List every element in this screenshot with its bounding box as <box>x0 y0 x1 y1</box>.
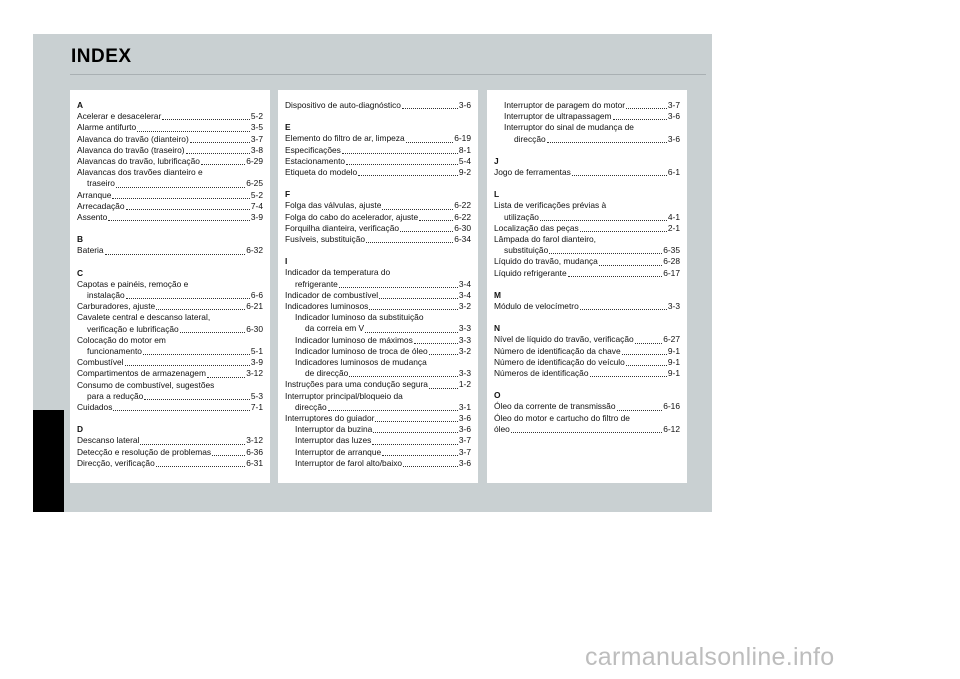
index-entry-label: Especificações <box>285 144 341 155</box>
watermark: carmanualsonline.info <box>585 643 835 671</box>
index-entry-label: Interruptor de farol alto/baixo <box>295 457 403 468</box>
index-letter-heading: J <box>494 155 499 166</box>
dot-leader <box>346 163 458 165</box>
index-entry-label: Interruptor de arranque <box>295 446 382 457</box>
index-column-1 <box>70 90 270 483</box>
index-entry <box>285 335 471 346</box>
index-entry-page: 3-6 <box>458 424 471 435</box>
index-entry <box>494 134 680 145</box>
index-entry-page: 6-30 <box>246 323 263 334</box>
index-entry-label: Dispositivo de auto-diagnóstico <box>285 100 401 110</box>
dot-leader <box>429 353 458 355</box>
index-entry-line: Capotas e painéis, remoção e <box>77 278 189 289</box>
index-entry-page: 6-28 <box>663 256 680 267</box>
index-entry <box>77 145 263 156</box>
index-entry <box>77 324 263 335</box>
index-entry <box>494 401 680 412</box>
index-entry-page: 5-3 <box>250 390 263 401</box>
index-entry-page: 3-7 <box>667 100 680 110</box>
index-entry-label: refrigerante <box>295 278 338 289</box>
index-entry <box>285 447 471 458</box>
index-entry-page: 3-6 <box>667 133 680 144</box>
index-entry <box>285 458 471 469</box>
dot-leader <box>156 308 245 310</box>
index-entry <box>285 323 471 334</box>
index-entry <box>77 122 263 133</box>
index-entry-label: Interruptor da buzina <box>295 424 373 435</box>
index-entry-page: 6-12 <box>663 423 680 434</box>
index-entry-page: 3-9 <box>250 212 263 223</box>
dot-leader <box>116 186 245 188</box>
index-entry-line: Lâmpada do farol dianteiro, <box>494 234 596 245</box>
index-entry-page: 6-36 <box>246 446 263 457</box>
dot-leader <box>186 152 250 154</box>
dot-leader <box>626 107 667 109</box>
index-entry-page: 3-3 <box>458 368 471 379</box>
index-entry-label: Alavanca do travão (dianteiro) <box>77 133 189 144</box>
index-entry-label: Etiqueta do modelo <box>285 167 358 178</box>
index-entry-line: Interruptor principal/bloqueio da <box>285 390 403 401</box>
index-letter-heading: A <box>77 100 84 110</box>
index-entry-page: 9-1 <box>667 368 680 379</box>
index-entry-page: 7-1 <box>250 402 263 413</box>
index-entry-label: instalação <box>87 290 125 301</box>
index-entry <box>285 301 471 312</box>
dot-leader <box>580 230 667 232</box>
index-entry-page: 3-3 <box>667 301 680 312</box>
index-entry-label: Líquido refrigerante <box>494 267 567 278</box>
dot-leader <box>590 375 667 377</box>
index-entry-label: Interruptor das luzes <box>295 435 372 446</box>
index-entry <box>494 357 680 368</box>
index-entry-label: Forquilha dianteira, verificação <box>285 222 400 233</box>
index-entry-label: Carburadores, ajuste <box>77 301 156 312</box>
index-entry-page: 3-1 <box>458 401 471 412</box>
index-entry-page: 3-12 <box>246 435 263 446</box>
index-entry-label: Localização das peças <box>494 222 579 233</box>
index-entry-label: para a redução <box>87 390 144 401</box>
index-entry <box>77 301 263 312</box>
index-entry <box>77 391 263 402</box>
index-entry <box>494 100 680 111</box>
index-entry-label: Indicador luminoso de troca de óleo <box>295 345 428 356</box>
dot-leader <box>403 465 458 467</box>
index-entry <box>285 156 471 167</box>
index-entry-label: Números de identificação <box>494 368 589 379</box>
dot-leader <box>105 253 246 255</box>
index-entry <box>285 435 471 446</box>
index-entry-label: Assento <box>77 212 108 223</box>
index-entry-label: Fusíveis, substituição <box>285 234 366 245</box>
dot-leader <box>613 118 667 120</box>
index-entry-label: Óleo da corrente de transmissão <box>494 401 616 412</box>
dot-leader <box>622 353 667 355</box>
index-entry-page: 3-6 <box>458 457 471 468</box>
dot-leader <box>568 275 663 277</box>
index-entry <box>285 133 471 144</box>
index-entry-label: Indicador luminoso de máximos <box>295 334 413 345</box>
index-letter-heading: B <box>77 234 84 245</box>
dot-leader <box>349 375 458 377</box>
dot-leader <box>342 152 458 154</box>
index-entry <box>77 156 263 167</box>
index-entry-label: funcionamento <box>87 346 142 357</box>
index-entry <box>285 234 471 245</box>
dot-leader <box>617 409 663 411</box>
index-entry-label: Arranque <box>77 189 112 200</box>
index-column-2 <box>278 90 478 483</box>
index-entry <box>77 458 263 469</box>
dot-leader <box>365 331 458 333</box>
index-entry <box>285 100 471 111</box>
page-title: INDEX <box>71 46 132 67</box>
index-entry <box>77 435 263 446</box>
index-entry-page: 3-4 <box>458 289 471 300</box>
index-entry-label: utilização <box>504 211 539 222</box>
index-entry-label: Interruptor de ultrapassagem <box>504 111 612 122</box>
index-entry <box>77 111 263 122</box>
dot-leader <box>328 409 458 411</box>
index-entry-label: Bateria <box>77 245 104 256</box>
index-entry-page: 6-17 <box>663 267 680 278</box>
index-entry-page: 3-6 <box>458 100 471 110</box>
index-entry-label: Folga do cabo do acelerador, ajuste <box>285 211 419 222</box>
index-entry <box>77 245 263 256</box>
index-entry-label: Nível de líquido do travão, verificação <box>494 334 634 345</box>
index-column-3 <box>487 90 687 483</box>
dot-leader <box>201 163 245 165</box>
dot-leader <box>366 241 453 243</box>
index-letter-heading: C <box>77 267 84 278</box>
index-letter-heading: I <box>285 256 288 267</box>
index-entry-page: 6-22 <box>454 211 471 222</box>
index-letter-heading: M <box>494 289 501 300</box>
index-entry-line: Interruptor do sinal de mudança de <box>504 122 634 133</box>
index-entry-page: 3-12 <box>246 368 263 379</box>
index-entry-page: 3-2 <box>458 301 471 312</box>
index-entry-line: Consumo de combustível, sugestões <box>77 379 215 390</box>
index-entry <box>77 178 263 189</box>
index-letter-heading: L <box>494 189 500 200</box>
dot-leader <box>339 286 458 288</box>
dot-leader <box>414 342 458 344</box>
dot-leader <box>511 431 662 433</box>
index-entry <box>285 223 471 234</box>
index-entry-page: 5-1 <box>250 346 263 357</box>
index-entry <box>494 368 680 379</box>
index-entry-label: Indicador de combustível <box>285 289 379 300</box>
index-entry <box>285 424 471 435</box>
index-entry-label: Número de identificação do veículo <box>494 356 625 367</box>
dot-leader <box>419 219 453 221</box>
dot-leader <box>406 141 454 143</box>
index-entry-label: Módulo de velocímetro <box>494 301 579 312</box>
index-entry-label: Combustível <box>77 357 124 368</box>
index-entry-label: Líquido do travão, mudança <box>494 256 598 267</box>
dot-leader <box>358 174 458 176</box>
index-entry-label: Indicadores luminosos <box>285 301 369 312</box>
index-entry-label: traseiro <box>87 178 115 189</box>
index-entry <box>285 167 471 178</box>
index-entry <box>285 200 471 211</box>
index-entry-page: 3-7 <box>458 435 471 446</box>
index-entry <box>494 167 680 178</box>
dot-leader <box>626 364 667 366</box>
dot-leader <box>549 252 662 254</box>
index-entry-label: Compartimentos de armazenagem <box>77 368 206 379</box>
index-entry-label: Cuidados <box>77 402 113 413</box>
index-entry <box>285 368 471 379</box>
index-entry <box>77 201 263 212</box>
index-entry-line: Lista de verificações prévias à <box>494 200 607 211</box>
index-entry-label: Folga das válvulas, ajuste <box>285 200 382 211</box>
index-entry-line: Indicadores luminosos de mudança <box>295 357 427 368</box>
index-entry-label: verificação e lubrificação <box>87 323 179 334</box>
index-entry-label: Alavanca do travão (traseiro) <box>77 144 185 155</box>
dot-leader <box>580 308 667 310</box>
index-entry <box>77 402 263 413</box>
dot-leader <box>212 454 245 456</box>
dot-leader <box>143 353 250 355</box>
index-entry-page: 6-25 <box>246 178 263 189</box>
dot-leader <box>140 443 245 445</box>
dot-leader <box>162 118 250 120</box>
index-entry <box>285 346 471 357</box>
index-entry <box>494 301 680 312</box>
index-entry <box>494 424 680 435</box>
index-entry-page: 6-21 <box>246 301 263 312</box>
index-entry-page: 5-4 <box>458 155 471 166</box>
dot-leader <box>369 308 458 310</box>
index-entry-label: Acelerar e desacelerar <box>77 111 162 122</box>
index-entry <box>494 256 680 267</box>
index-entry <box>494 268 680 279</box>
index-entry <box>494 334 680 345</box>
index-entry-page: 6-34 <box>454 234 471 245</box>
index-entry-page: 3-7 <box>458 446 471 457</box>
dot-leader <box>108 219 250 221</box>
index-entry-line: Colocação do motor em <box>77 334 166 345</box>
index-entry-page: 6-1 <box>667 167 680 178</box>
index-entry-page: 3-6 <box>458 413 471 424</box>
index-entry-page: 3-9 <box>250 357 263 368</box>
dot-leader <box>125 364 250 366</box>
section-tab <box>33 410 64 512</box>
index-entry-line: Indicador luminoso da substituição <box>295 312 424 323</box>
dot-leader <box>207 376 245 378</box>
index-entry <box>77 190 263 201</box>
index-entry <box>285 212 471 223</box>
index-entry-page: 3-7 <box>250 133 263 144</box>
index-entry <box>77 447 263 458</box>
dot-leader <box>382 454 458 456</box>
dot-leader <box>126 297 250 299</box>
index-entry-label: Detecção e resolução de problemas <box>77 446 212 457</box>
dot-leader <box>190 141 250 143</box>
index-entry <box>494 212 680 223</box>
index-letter-heading: O <box>494 390 501 401</box>
dot-leader <box>400 230 453 232</box>
dot-leader <box>373 431 458 433</box>
index-entry-page: 6-27 <box>663 334 680 345</box>
index-entry-label: Instruções para uma condução segura <box>285 379 428 390</box>
index-entry-label: de direcção <box>305 368 349 379</box>
index-entry-line: Alavancas dos travões dianteiro e <box>77 167 203 178</box>
index-entry <box>77 134 263 145</box>
index-entry-label: Número de identificação da chave <box>494 345 621 356</box>
index-letter-heading: D <box>77 424 84 435</box>
index-entry-page: 9-2 <box>458 167 471 178</box>
index-entry <box>77 212 263 223</box>
index-entry-page: 6-6 <box>250 290 263 301</box>
index-entry-page: 6-29 <box>246 156 263 167</box>
dot-leader <box>635 342 663 344</box>
index-entry <box>494 223 680 234</box>
index-entry-label: Arrecadação <box>77 200 125 211</box>
dot-leader <box>379 297 458 299</box>
index-entry-label: Elemento do filtro de ar, limpeza <box>285 133 405 144</box>
index-entry-label: direcção <box>295 401 327 412</box>
index-entry-line: Indicador da temperatura do <box>285 267 391 278</box>
index-entry-page: 8-1 <box>458 144 471 155</box>
dot-leader <box>599 264 662 266</box>
index-entry-label: Alarme antifurto <box>77 122 137 133</box>
index-entry-line: Cavalete central e descanso lateral, <box>77 312 211 323</box>
index-entry <box>285 413 471 424</box>
dot-leader <box>382 208 453 210</box>
index-entry-page: 3-3 <box>458 334 471 345</box>
dot-leader <box>144 398 250 400</box>
index-entry-page: 3-6 <box>667 111 680 122</box>
index-entry-page: 5-2 <box>250 111 263 122</box>
index-entry <box>285 402 471 413</box>
title-divider <box>70 74 706 75</box>
index-entry-label: Interruptor de paragem do motor <box>504 100 626 110</box>
dot-leader <box>572 174 667 176</box>
index-entry <box>285 145 471 156</box>
index-entry-page: 6-35 <box>663 245 680 256</box>
index-entry <box>285 279 471 290</box>
index-entry-page: 3-5 <box>250 122 263 133</box>
index-entry-label: Direcção, verificação <box>77 457 155 468</box>
dot-leader <box>113 409 250 411</box>
dot-leader <box>375 420 458 422</box>
index-entry-label: Descanso lateral <box>77 435 140 446</box>
index-entry-page: 6-16 <box>663 401 680 412</box>
dot-leader <box>547 141 667 143</box>
index-entry-label: Estacionamento <box>285 155 346 166</box>
index-entry-label: substituição <box>504 245 549 256</box>
index-entry <box>494 111 680 122</box>
index-entry <box>285 379 471 390</box>
index-entry <box>77 357 263 368</box>
index-entry-page: 3-4 <box>458 278 471 289</box>
index-entry <box>77 346 263 357</box>
index-letter-heading: E <box>285 122 291 133</box>
index-entry-page: 9-1 <box>667 356 680 367</box>
dot-leader <box>180 331 246 333</box>
dot-leader <box>402 107 458 109</box>
dot-leader <box>429 387 458 389</box>
index-entry-page: 3-8 <box>250 144 263 155</box>
index-entry <box>285 290 471 301</box>
index-entry-page: 4-1 <box>667 211 680 222</box>
index-entry <box>494 346 680 357</box>
dot-leader <box>540 219 667 221</box>
dot-leader <box>112 197 249 199</box>
index-entry <box>494 245 680 256</box>
index-entry-page: 6-30 <box>454 222 471 233</box>
index-entry-page: 5-2 <box>250 189 263 200</box>
dot-leader <box>372 443 458 445</box>
index-entry-label: direcção <box>514 133 546 144</box>
index-entry-page: 3-3 <box>458 323 471 334</box>
index-entry-page: 3-2 <box>458 345 471 356</box>
index-entry-page: 1-2 <box>458 379 471 390</box>
index-entry-page: 6-31 <box>246 457 263 468</box>
index-entry-page: 6-19 <box>454 133 471 144</box>
index-letter-heading: F <box>285 189 291 200</box>
index-entry <box>77 368 263 379</box>
index-entry-line: Óleo do motor e cartucho do filtro de <box>494 412 630 423</box>
index-entry-page: 6-22 <box>454 200 471 211</box>
dot-leader <box>156 465 246 467</box>
index-entry-page: 2-1 <box>667 222 680 233</box>
index-entry-label: da correia em V <box>305 323 365 334</box>
index-entry-page: 6-32 <box>246 245 263 256</box>
index-entry <box>77 290 263 301</box>
index-entry-page: 7-4 <box>250 200 263 211</box>
index-entry-label: Interruptores do guiador <box>285 413 375 424</box>
index-entry-label: óleo <box>494 423 510 434</box>
index-entry-label: Alavancas do travão, lubrificação <box>77 156 200 167</box>
index-entry-label: Jogo de ferramentas <box>494 167 571 178</box>
dot-leader <box>126 208 250 210</box>
index-letter-heading: N <box>494 323 501 334</box>
dot-leader <box>137 130 250 132</box>
index-entry-page: 9-1 <box>667 345 680 356</box>
